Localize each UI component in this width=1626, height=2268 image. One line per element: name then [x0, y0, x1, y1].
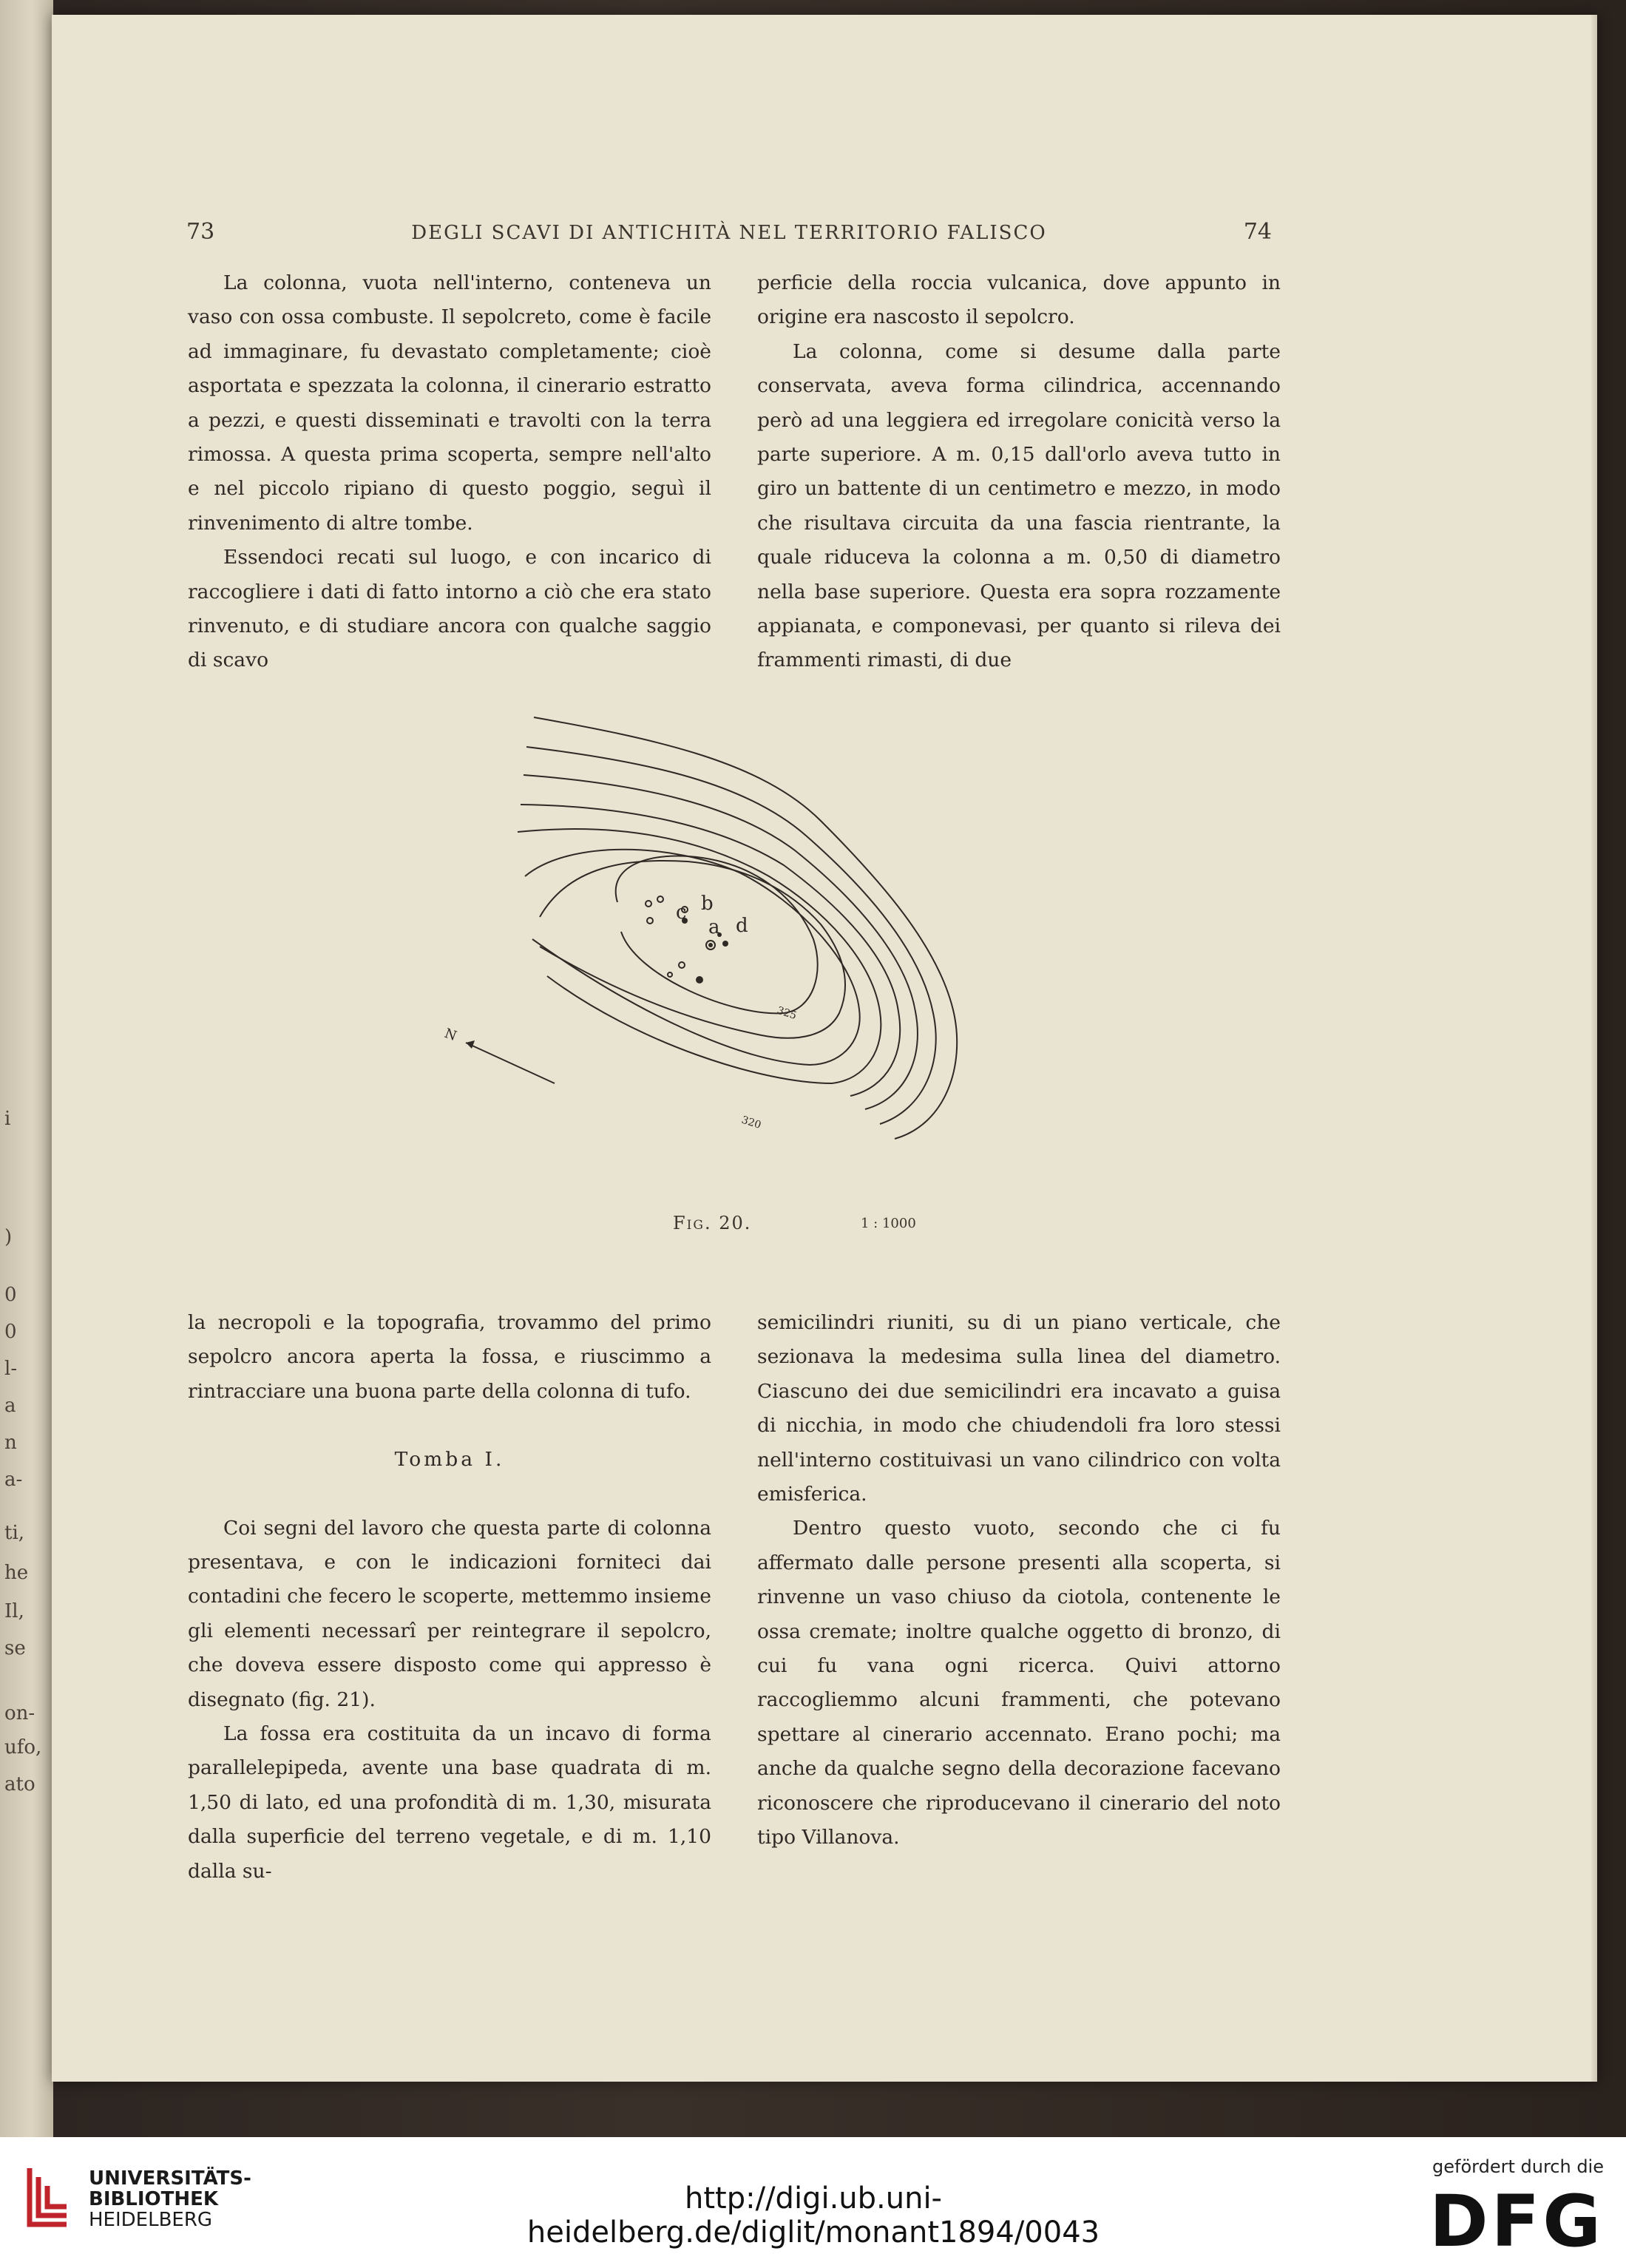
margin-fragment: ti, [4, 1522, 25, 1544]
paragraph: La fossa era costituita da un incavo di forma parallelepipeda, avente una base quadrata di m. 1,50 di lato, ed una profondità di m. 1,30, misurata dalla superficie del terreno vegetale, e di m. 1,10 dalla su- [188, 1722, 711, 1883]
university-library-logo[interactable] [22, 2161, 74, 2232]
margin-fragment: ufo, [4, 1736, 42, 1758]
paragraph: Coi segni del lavoro che questa parte di colonna presentava, e con le indicazioni forniteci dai contadini che fecero le scoperte, mettemmo insieme gli elementi necessarî per reintegrare il sepolcro, che doveva essere disposto come qui appresso è disegnato (fig. 21). [188, 1516, 711, 1711]
dfg-logo[interactable]: DFG [1429, 2180, 1604, 2263]
right-column-bottom [757, 1306, 1281, 1855]
contour-line [526, 747, 936, 1124]
tomb-label-d: d [736, 915, 748, 937]
figure-label: Fig. 20. [673, 1213, 752, 1233]
funding-caption: gefördert durch die [1432, 2156, 1604, 2177]
margin-fragment: i [4, 1108, 11, 1130]
margin-fragment: se [4, 1637, 26, 1659]
margin-fragment: Il, [4, 1600, 24, 1622]
contour-line [524, 775, 918, 1109]
north-label: N [442, 1025, 459, 1045]
tomb-marker-filled [722, 941, 728, 947]
tomb-marker [668, 972, 672, 977]
section-heading: Tomba I. [394, 1448, 505, 1472]
tomb-marker [679, 962, 685, 968]
paragraph: Essendoci recati sul luogo, e con incarico di raccogliere i dati di fatto intorno a ciò che era stato rinvenuto, e di studiare ancora con qualche saggio di scavo [188, 546, 711, 672]
contour-label: 325 [775, 1004, 799, 1023]
margin-fragment: a- [4, 1469, 23, 1491]
library-line: HEIDELBERG [89, 2209, 213, 2231]
running-title: DEGLI SCAVI DI ANTICHITÀ NEL TERRITORIO FALISCO [411, 222, 1047, 244]
paragraph: semicilindri riuniti, su di un piano verticale, che sezionava la medesima sulla linea del diametro. Ciascuno dei due semicilindri era incavato a guisa di nicchia, in modo che chiudendoli fra loro stessi nell'interno costituivasi un vano cilindrico con volta emisferica. [757, 1311, 1281, 1506]
tomb-label-b: b [701, 893, 714, 915]
footer-bar [0, 2137, 1626, 2268]
margin-fragment: he [4, 1562, 29, 1584]
margin-fragment: ato [4, 1773, 35, 1795]
tomb-marker-filled [708, 943, 713, 947]
tomb-label-c: c [676, 901, 687, 924]
page-edge [1591, 15, 1597, 2082]
left-column-top [188, 266, 711, 678]
tomb-label-a: a [708, 916, 720, 938]
margin-fragment: 0 [4, 1321, 17, 1343]
margin-fragment: on- [4, 1702, 35, 1724]
left-column-bottom [188, 1306, 711, 1889]
permalink-url[interactable]: http://digi.ub.uni-heidelberg.de/diglit/monant1894/0043 [526, 2181, 1100, 2250]
tomb-marker [647, 918, 653, 924]
paragraph: La colonna, vuota nell'interno, conteneva un vaso con ossa combuste. Il sepolcreto, come è facile ad immaginare, fu devastato completamente; cioè asportata e spezzata la colonna, il cinerario estratto a pezzi, e questi disseminati e travolti con la terra rimossa. A questa prima scoperta, sempre nell'alto e nel piccolo ripiano di questo poggio, seguì il rinvenimento di altre tombe. [188, 271, 711, 535]
paragraph: La colonna, come si desume dalla parte conservata, aveva forma cilindrica, accennando però ad una leggiera ed irregolare conicità verso la parte superiore. A m. 0,15 dall'orlo aveva tutto in giro un battente di un centimetro e mezzo, in modo che risultava circuita da una fascia rientrante, la quale riduceva la colonna a m. 0,50 di diametro nella base superiore. Questa era sopra rozzamente appianata, e componevasi, per quanto si rileva dei frammenti rimasti, di due [757, 339, 1281, 672]
page-number-right: 74 [1243, 219, 1272, 245]
contour-map-figure [442, 695, 1050, 1213]
contour-line [525, 850, 860, 1065]
paragraph: perficie della roccia vulcanica, dove appunto in origine era nascosto il sepolcro. [757, 271, 1281, 329]
university-library-name [89, 2168, 251, 2230]
contour-label: 320 [739, 1114, 763, 1132]
contour-map [442, 695, 1050, 1213]
figure-caption [673, 1213, 1043, 1242]
margin-fragment: l- [4, 1358, 18, 1380]
page-number-left: 73 [186, 219, 215, 245]
north-arrow-head [466, 1040, 475, 1049]
paragraph: Dentro questo vuoto, secondo che ci fu affermato dalle persone presenti alla scoperta, si rinvenne un vaso chiuso da ciotola, contenente le ossa cremate; inoltre qualche oggetto di bronzo, di cui fu vana ogni ricerca. Quivi attorno raccogliemmo alcuni frammenti, che potevano spettare al cinerario accennato. Erano pochi; ma anche da qualche segno della decorazione facevano riconoscere che riproducevano il cinerario del noto tipo Villanova. [757, 1517, 1281, 1849]
margin-fragment: ) [4, 1226, 13, 1248]
tomb-marker-filled [696, 976, 703, 984]
contour-line [518, 829, 881, 1083]
tomb-marker [657, 896, 663, 902]
margin-fragment: a [4, 1395, 16, 1417]
contour-line [540, 861, 845, 1038]
library-line: UNIVERSITÄTS- [89, 2167, 251, 2190]
figure-scale: 1 : 1000 [861, 1216, 916, 1231]
tomb-marker [646, 901, 651, 907]
running-head [186, 219, 1272, 248]
previous-page-edge [0, 0, 53, 2137]
paragraph: la necropoli e la topografia, trovammo del primo sepolcro ancora aperta la fossa, e riuscimmo a rintracciare una buona parte della colonna di tufo. [188, 1311, 711, 1403]
right-column-top [757, 266, 1281, 678]
margin-fragment: 0 [4, 1284, 17, 1306]
north-arrow-line [466, 1043, 555, 1083]
margin-fragment: n [4, 1432, 17, 1454]
library-line: BIBLIOTHEK [89, 2188, 219, 2210]
contour-line [521, 805, 900, 1096]
